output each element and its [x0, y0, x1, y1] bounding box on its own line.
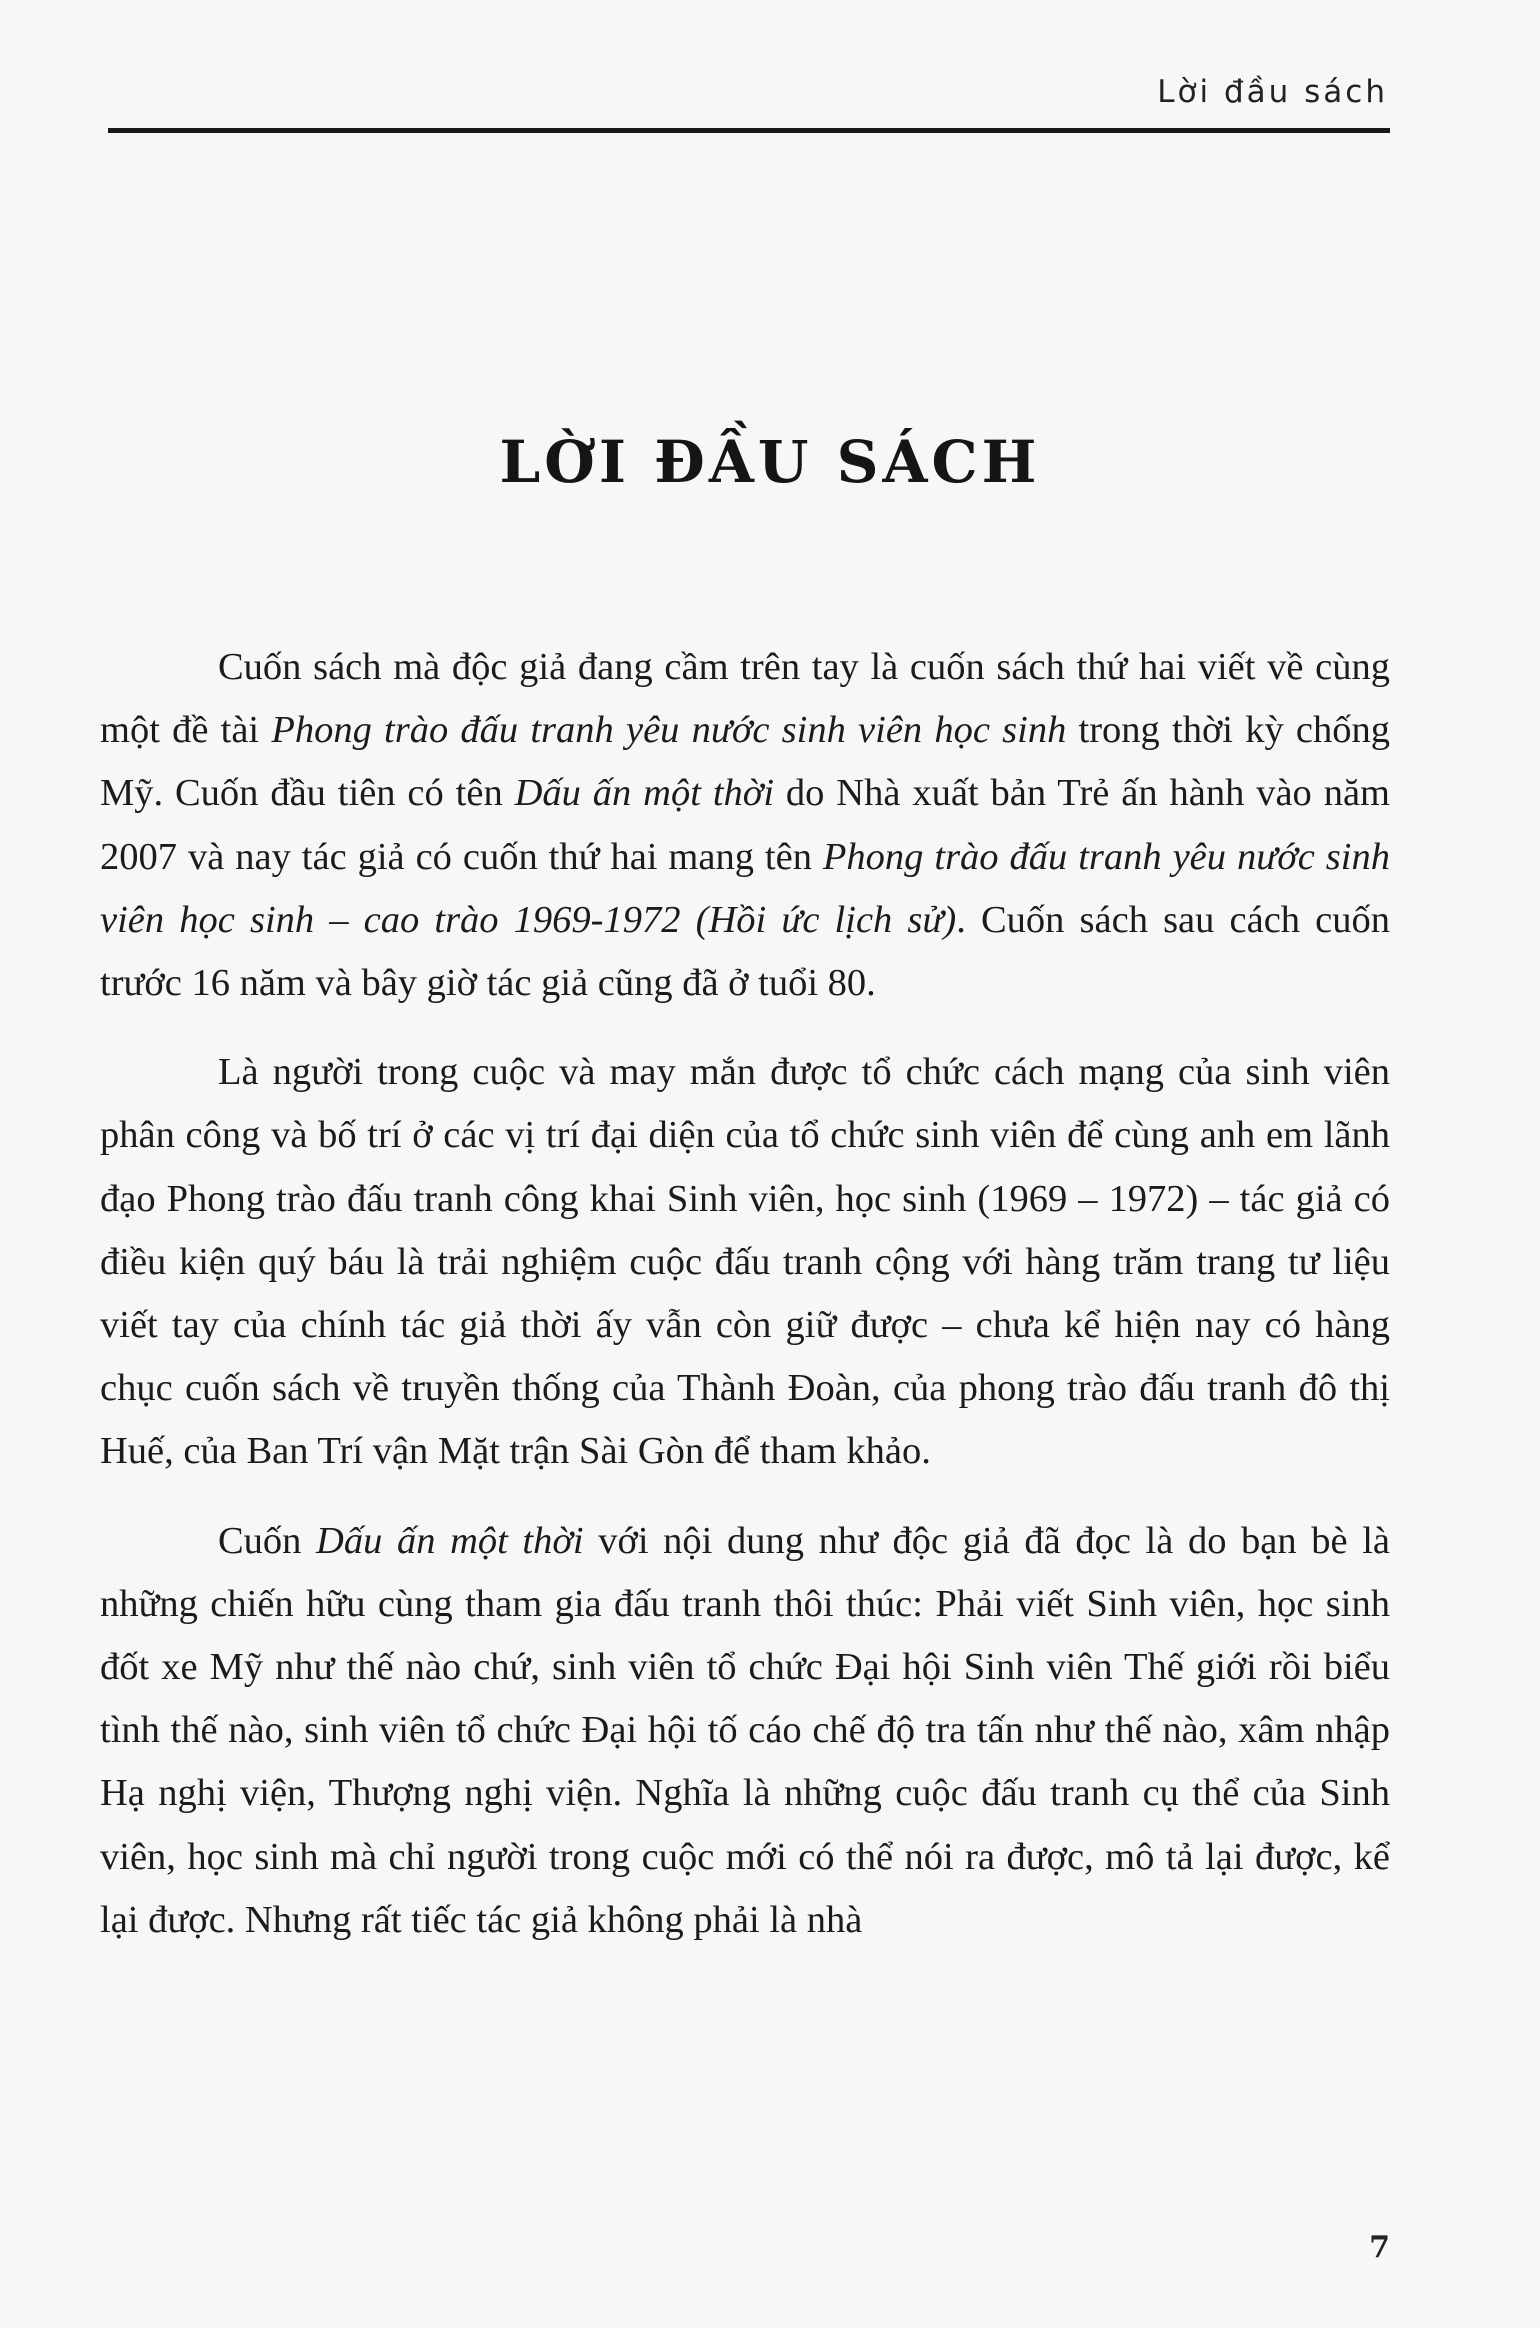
body-text	[100, 636, 1390, 1978]
header-rule	[108, 128, 1390, 133]
text-run: do Nhà xuất bản Trẻ ấn hành vào năm 2007 và nay tác giả có cuốn thứ hai mang tên	[100, 772, 1390, 878]
paragraph-3	[100, 1510, 1390, 1952]
italic-title-run: Dấu ấn một thời	[316, 1519, 584, 1562]
paragraph-1	[100, 636, 1390, 1015]
text-run: với nội dung như độc giả đã đọc là do bạn bè là những chiến hữu cùng tham gia đấu tranh thôi thúc: Phải viết Sinh viên, học sinh đốt xe Mỹ như thế nào chứ, sinh viên tổ chức Đại hội Sinh viên Thế giới rồi biểu tình thế nào, sinh viên tổ chức Đại hội tố cáo chế độ tra tấn như thế nào, xâm nhập Hạ nghị viện, Thượng nghị viện. Nghĩa là những cuộc đấu tranh cụ thể của Sinh viên, học sinh mà chỉ người trong cuộc mới có thể nói ra được, mô tả lại được, kể lại được. Nhưng rất tiếc tác giả không phải là nhà	[100, 1519, 1390, 1941]
running-header: Lời đầu sách	[1157, 74, 1388, 110]
page-number: 7	[1369, 2230, 1390, 2265]
paragraph-2	[100, 1041, 1390, 1483]
italic-title-run: Phong trào đấu tranh yêu nước sinh viên học sinh – cao trào 1969-1972 (Hồi ức lịch sử)	[100, 835, 1390, 941]
italic-title-run: Phong trào đấu tranh yêu nước sinh viên học sinh	[271, 709, 1067, 752]
text-run: . Cuốn sách sau cách cuốn trước 16 năm và bây giờ tác giả cũng đã ở tuổi 80.	[100, 898, 1391, 1005]
text-run: Cuốn	[218, 1519, 317, 1562]
text-run: Cuốn sách mà độc giả đang cầm trên tay là cuốn sách thứ hai viết về cùng một đề tài	[100, 646, 1390, 752]
chapter-title: LỜI ĐẦU SÁCH	[499, 428, 1041, 496]
text-run: trong thời kỳ chống Mỹ. Cuốn đầu tiên có tên	[100, 709, 1390, 815]
italic-title-run: Dấu ấn một thời	[514, 772, 775, 815]
text-run: Là người trong cuộc và may mắn được tổ chức cách mạng của sinh viên phân công và bố trí ở các vị trí đại diện của tổ chức sinh viên để cùng anh em lãnh đạo Phong trào đấu tranh công khai Sinh viên, học sinh (1969 – 1972) – tác giả có điều kiện quý báu là trải nghiệm cuộc đấu tranh cộng với hàng trăm trang tư liệu viết tay của chính tác giả thời ấy vẫn còn giữ được – chưa kể hiện nay có hàng chục cuốn sách về truyền thống của Thành Đoàn, của phong trào đấu tranh đô thị Huế, của Ban Trí vận Mặt trận Sài Gòn để tham khảo.	[100, 1051, 1390, 1473]
